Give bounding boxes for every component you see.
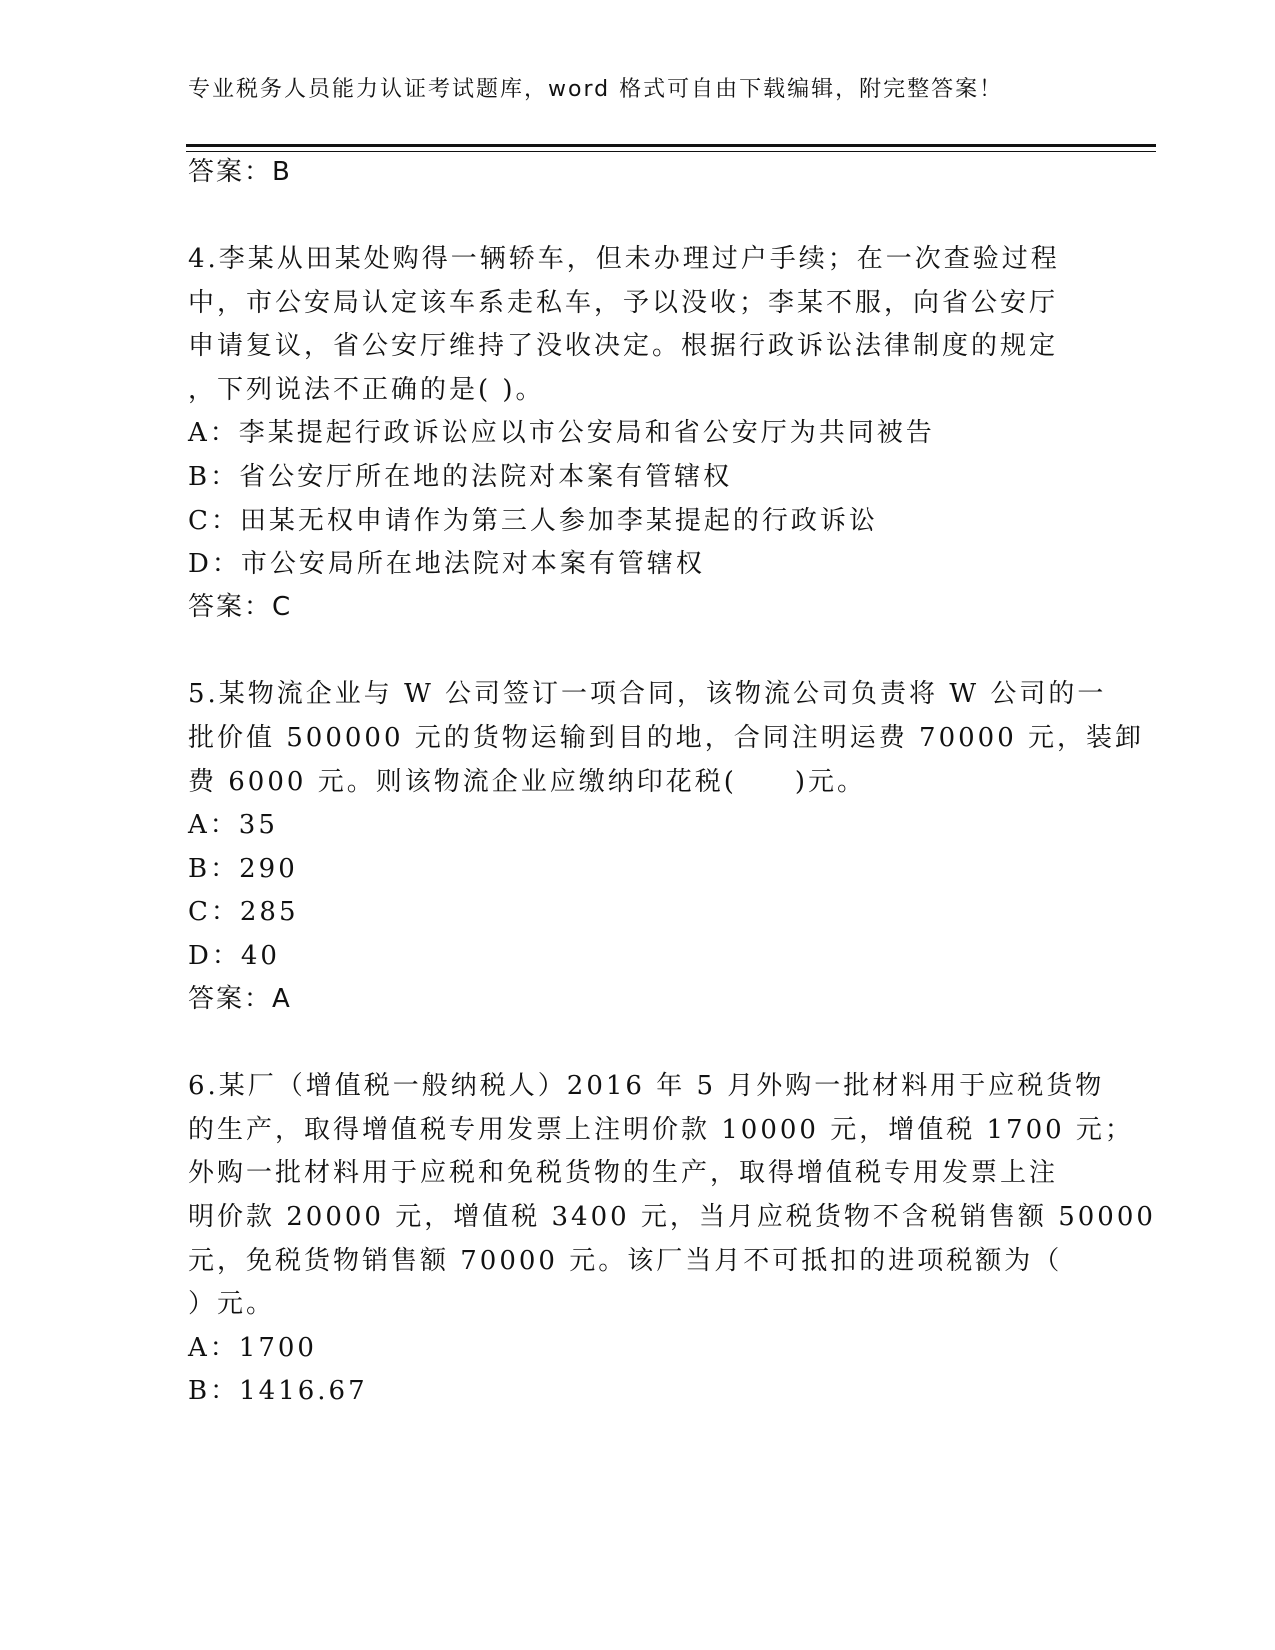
answer-q4: 答案：C [188,592,293,622]
answer-q3: 答案：B [188,157,292,187]
header-text: 专业税务人员能力认证考试题库，word 格式可自由下载编辑，附完整答案！ [188,77,1004,102]
option-c: C：285 [188,897,299,927]
question-text-line: 费 6000 元。则该物流企业应缴纳印花税( )元。 [188,767,866,797]
option-b: B：1416.67 [188,1376,368,1406]
question-text-line: ）元。 [188,1289,276,1319]
question-text-line: ，下列说法不正确的是( )。 [188,375,545,405]
question-text-line: 批价值 500000 元的货物运输到目的地，合同注明运费 70000 元，装卸 [188,723,1145,753]
option-d: D：市公安局所在地法院对本案有管辖权 [188,549,705,579]
option-b: B：省公安厅所在地的法院对本案有管辖权 [188,462,733,492]
answer-q5: 答案：A [188,984,292,1014]
option-b: B：290 [188,854,298,884]
question-text-line: 明价款 20000 元，增值税 3400 元，当月应税货物不含税销售额 50000 [188,1202,1156,1232]
option-a: A：35 [188,810,278,840]
question-text-line: 的生产，取得增值税专用发票上注明价款 10000 元，增值税 1700 元； [188,1115,1134,1145]
header-rule-thick [186,144,1156,147]
question-text-line: 6.某厂（增值税一般纳税人）2016 年 5 月外购一批材料用于应税货物 [188,1071,1105,1101]
question-text-line: 外购一批材料用于应税和免税货物的生产，取得增值税专用发票上注 [188,1158,1059,1188]
header-rule-thin [186,151,1156,152]
question-text-line: 中，市公安局认定该车系走私车，予以没收；李某不服，向省公安厅 [188,288,1059,318]
option-c: C：田某无权申请作为第三人参加李某提起的行政诉讼 [188,506,878,536]
question-text-line: 5.某物流企业与 W 公司签订一项合同，该物流公司负责将 W 公司的一 [188,679,1107,709]
question-text-line: 申请复议，省公安厅维持了没收决定。根据行政诉讼法律制度的规定 [188,331,1059,361]
option-d: D：40 [188,941,280,971]
option-a: A：1700 [188,1333,317,1363]
question-text-line: 元，免税货物销售额 70000 元。该厂当月不可抵扣的进项税额为（ [188,1246,1063,1276]
option-a: A：李某提起行政诉讼应以市公安局和省公安厅为共同被告 [188,418,935,448]
question-text-line: 4.李某从田某处购得一辆轿车，但未办理过户手续；在一次查验过程 [188,244,1060,274]
